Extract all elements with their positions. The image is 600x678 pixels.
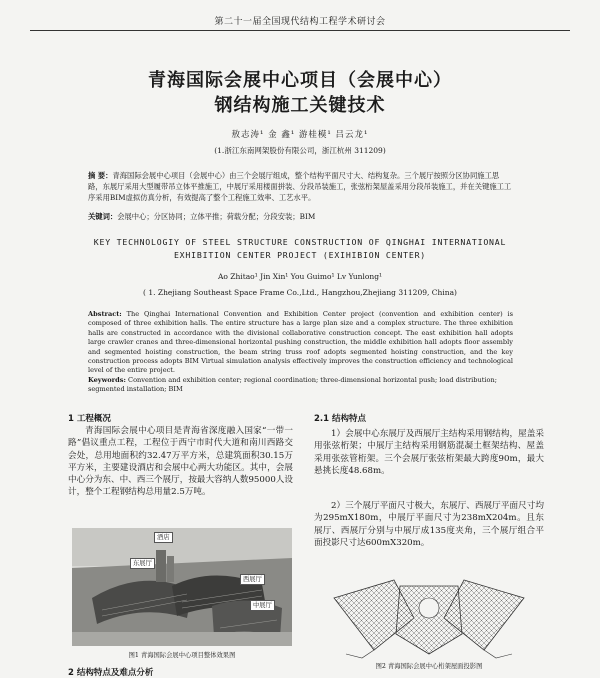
figure-2-roof-plan: [314, 578, 544, 660]
header-rule: [30, 30, 570, 31]
abstract-en-label: Abstract:: [88, 310, 122, 318]
figure-1-label-middle-hall: 中展厅: [250, 600, 275, 611]
abstract-en-text: The Qinghai International Convention and Exhibition Center project (convention and exhibition center) is composed of three exhibition halls. The entire structure has a large plan size and a complex structure. The three exhibition halls are constructed in accordance with the divisional collaborative construction concept. The east exhibition hall adopts large crawler cranes and three-dimensional horizontal pushing construction, the middle exhibition hall adopts floor assembly and segmented hoisting construction, the beam string truss roof adopts segmented hoisting construction, and the key construction process adopts BIM Virtual simulation analysis effectively improves the construction efficiency and technological level of the entire project.: [88, 310, 513, 375]
authors-cn: 敖志涛¹ 金 鑫¹ 游桂模¹ 吕云龙¹: [231, 130, 369, 140]
section-2-heading: 2 结构特点及难点分析: [68, 668, 154, 678]
title-line-2: 钢结构施工关键技术: [214, 95, 386, 116]
figure-1-image: [72, 528, 292, 646]
section-2-1-heading: 2.1 结构特点: [314, 414, 367, 424]
keywords-cn-text: 会展中心；分区协同；立体平推；荷载分配；分段安装；BIM: [117, 212, 316, 221]
english-title-line-2: EXHIBITION CENTER PROJECT (EXIHIBION CENTER): [173, 250, 427, 260]
abstract-cn: [88, 170, 513, 203]
keywords-en: [88, 376, 513, 395]
abstract-cn-label: 摘 要：: [88, 171, 113, 180]
keywords-en-label: Keywords:: [88, 376, 126, 384]
abstract-en: [88, 310, 513, 376]
english-title-line-1: KEY TECHNOLOGIY OF STEEL STRUCTURE CONSTRUCTION OF QINGHAI INTERNATIONAL: [93, 237, 507, 247]
running-head: 第二十一届全国现代结构工程学术研讨会: [214, 17, 386, 27]
section-2-1-item-1: 1）会展中心东展厅及西展厅主结构采用钢结构，屋盖采用张弦桁架；中展厅主结构采用钢筋混凝土框架结构、屋盖采用张弦管桁架。三个会展厅张弦桁架最大跨度90m，最大悬挑长度48.68m。: [314, 429, 544, 476]
figure-1-label-west-hall: 西展厅: [240, 574, 265, 585]
figure-2-image: [314, 578, 544, 660]
section-2-1-item-2: 2）三个展厅平面尺寸极大，东展厅、西展厅平面尺寸均为295mX180m，中展厅平面尺寸为238mX204m。且东展厅、西展厅分别与中展厅成135度夹角，三个展厅组合平面投影尺寸达600mX320m。: [314, 501, 544, 548]
figure-2-caption: 图2 青海国际会展中心桁架屋面投影图: [375, 663, 483, 670]
section-1-heading: 1 工程概况: [68, 414, 111, 424]
keywords-cn: [88, 211, 513, 222]
figure-1-rendering: [72, 528, 292, 646]
abstract-cn-text: 青海国际会展中心项目（会展中心）由三个会展厅组成，整个结构平面尺寸大、结构复杂。三个展厅按照分区协同施工思路，东展厅采用大型履带吊立体平推施工，中展厅采用楼面拼装、分段吊装施工，张弦桁架屋盖采用分段吊装施工，并在关键施工工序采用BIM虚拟仿真分析，有效提高了整个工程施工效率、工艺水平。: [88, 171, 512, 202]
figure-1-caption: 图1 青海国际会展中心项目整体效果图: [128, 652, 236, 659]
keywords-en-text: Convention and exhibition center; regional coordination; three-dimensional horizontal push; load distribution; segmented installation; BIM: [88, 376, 497, 394]
section-1-text: 青海国际会展中心项目是青海省深度融入国家“一带一路”倡议重点工程，工程位于西宁市时代大道和南川西路交会处，总用地面积约32.47万平方米，总建筑面积30.15万平方米，主要建设酒店和会展中心两大功能区。其中，会展中心分为东、中、西三个展厅，按最大容纳人数95000人设计，整个工程钢结构总用量2.5万吨。: [68, 426, 293, 498]
authors-en: Ao Zhitao¹ Jin Xin¹ You Guimo¹ Lv Yunlong¹: [217, 272, 383, 281]
keywords-cn-label: 关键词：: [88, 212, 118, 221]
figure-1-label-east-hall: 东展厅: [130, 558, 155, 569]
title-line-1: 青海国际会展中心项目（会展中心）: [148, 70, 452, 91]
affiliation-en: ( 1. Zhejiang Southeast Space Frame Co.,Ltd., Hangzhou,Zhejiang 311209, China): [143, 288, 457, 297]
affiliation-cn: (1.浙江东南网架股份有限公司，浙江杭州 311209): [214, 146, 386, 155]
figure-1-label-hotel: 酒店: [154, 532, 173, 543]
